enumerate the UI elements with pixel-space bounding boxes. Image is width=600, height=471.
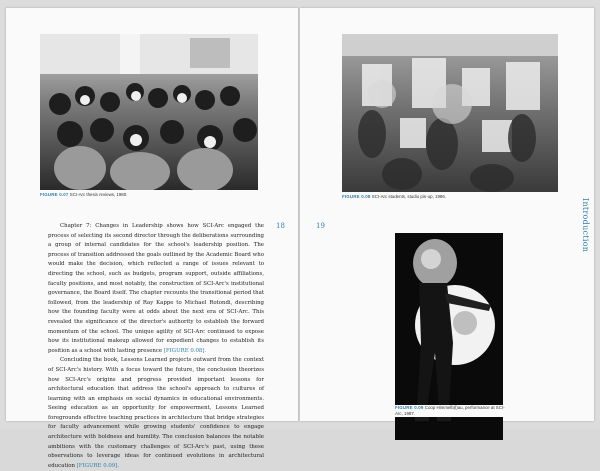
figure-reference-link[interactable]: [FIGURE 0.08]. xyxy=(163,347,207,354)
figure-caption-left xyxy=(40,192,127,198)
figure-caption-text: SCI-Arc thesis reviews, 1980. xyxy=(69,192,128,197)
figure-label: FIGURE 0.07 xyxy=(40,192,69,197)
page-number-right: 19 xyxy=(316,222,325,230)
thesis-review-photo xyxy=(40,34,258,190)
figure-label: FIGURE 0.08 xyxy=(342,194,371,199)
left-page xyxy=(6,8,298,469)
figure-reference-link[interactable]: [FIGURE 0.09]. xyxy=(76,462,120,469)
paragraph-text: Chapter 7: Changes in Leadership shows how SCI-Arc engaged the process of selecting its second director through the deliberations surrounding a group of internal candidates for the school's leadership position. The process of transition addressed the goals outlined by the Academic Board who would make the decision, which reflected a range of issues relevant to directing the school, such as budgets, program support, outside affiliations, faculty positions, and most notably, the construction of SCI-Arc's institutional governance, the Board itself. The chapter recounts the transitional period that followed, from the leadership of Ray Kappe to Michael Rotondi, describing how the founding faculty were at odds about the next era of SCI-Arc. This revealed the significance of the director's authority to establish the forward momentum of the school. The unique agility of SCI-Arc continued to expose how its institutional makeup allowed for expedient changes to establish its position as a school with lasting presence xyxy=(48,223,264,354)
figure-caption-right-bottom xyxy=(395,405,525,417)
paragraph-text: Concluding the book, Lessons Learned projects outward from the context of SCI-Arc's history. With a focus toward the future, the conclusion theorizes how SCI-Arc's origins and progress provided important lessons for architectural education that address the school's approach to cultures of learning with an emphasis on social dynamics in educational environments. Seeing education as an opportunity for empowerment, Lessons Learned foregrounds effective teaching practices in architecture that bridge strategies for faculty advancement while growing students' confidence to engage architecture with boldness and humility. The conclusion balances the notable ambitions with the customary challenges of SCI-Arc's past, using these observations to leverage ideas for continued evolutions in architectural education xyxy=(48,357,264,469)
running-head: Introduction xyxy=(581,198,590,253)
figure-caption-right-top xyxy=(342,194,446,200)
paragraph xyxy=(48,222,264,356)
figure-caption-text: Arc, 1987. xyxy=(395,411,416,416)
figure-caption-text: Coop Himmelb(l)au, performance at SCI- xyxy=(424,405,505,410)
paragraph xyxy=(48,356,264,471)
body-text xyxy=(48,222,264,471)
right-page xyxy=(300,8,594,421)
studio-pinup-photo xyxy=(342,34,558,192)
figure-label: FIGURE 0.09 xyxy=(395,405,424,410)
figure-caption-text: SCI-Arc students, studio pin-up, 1986. xyxy=(371,194,446,199)
page-number-left: 18 xyxy=(276,222,285,230)
